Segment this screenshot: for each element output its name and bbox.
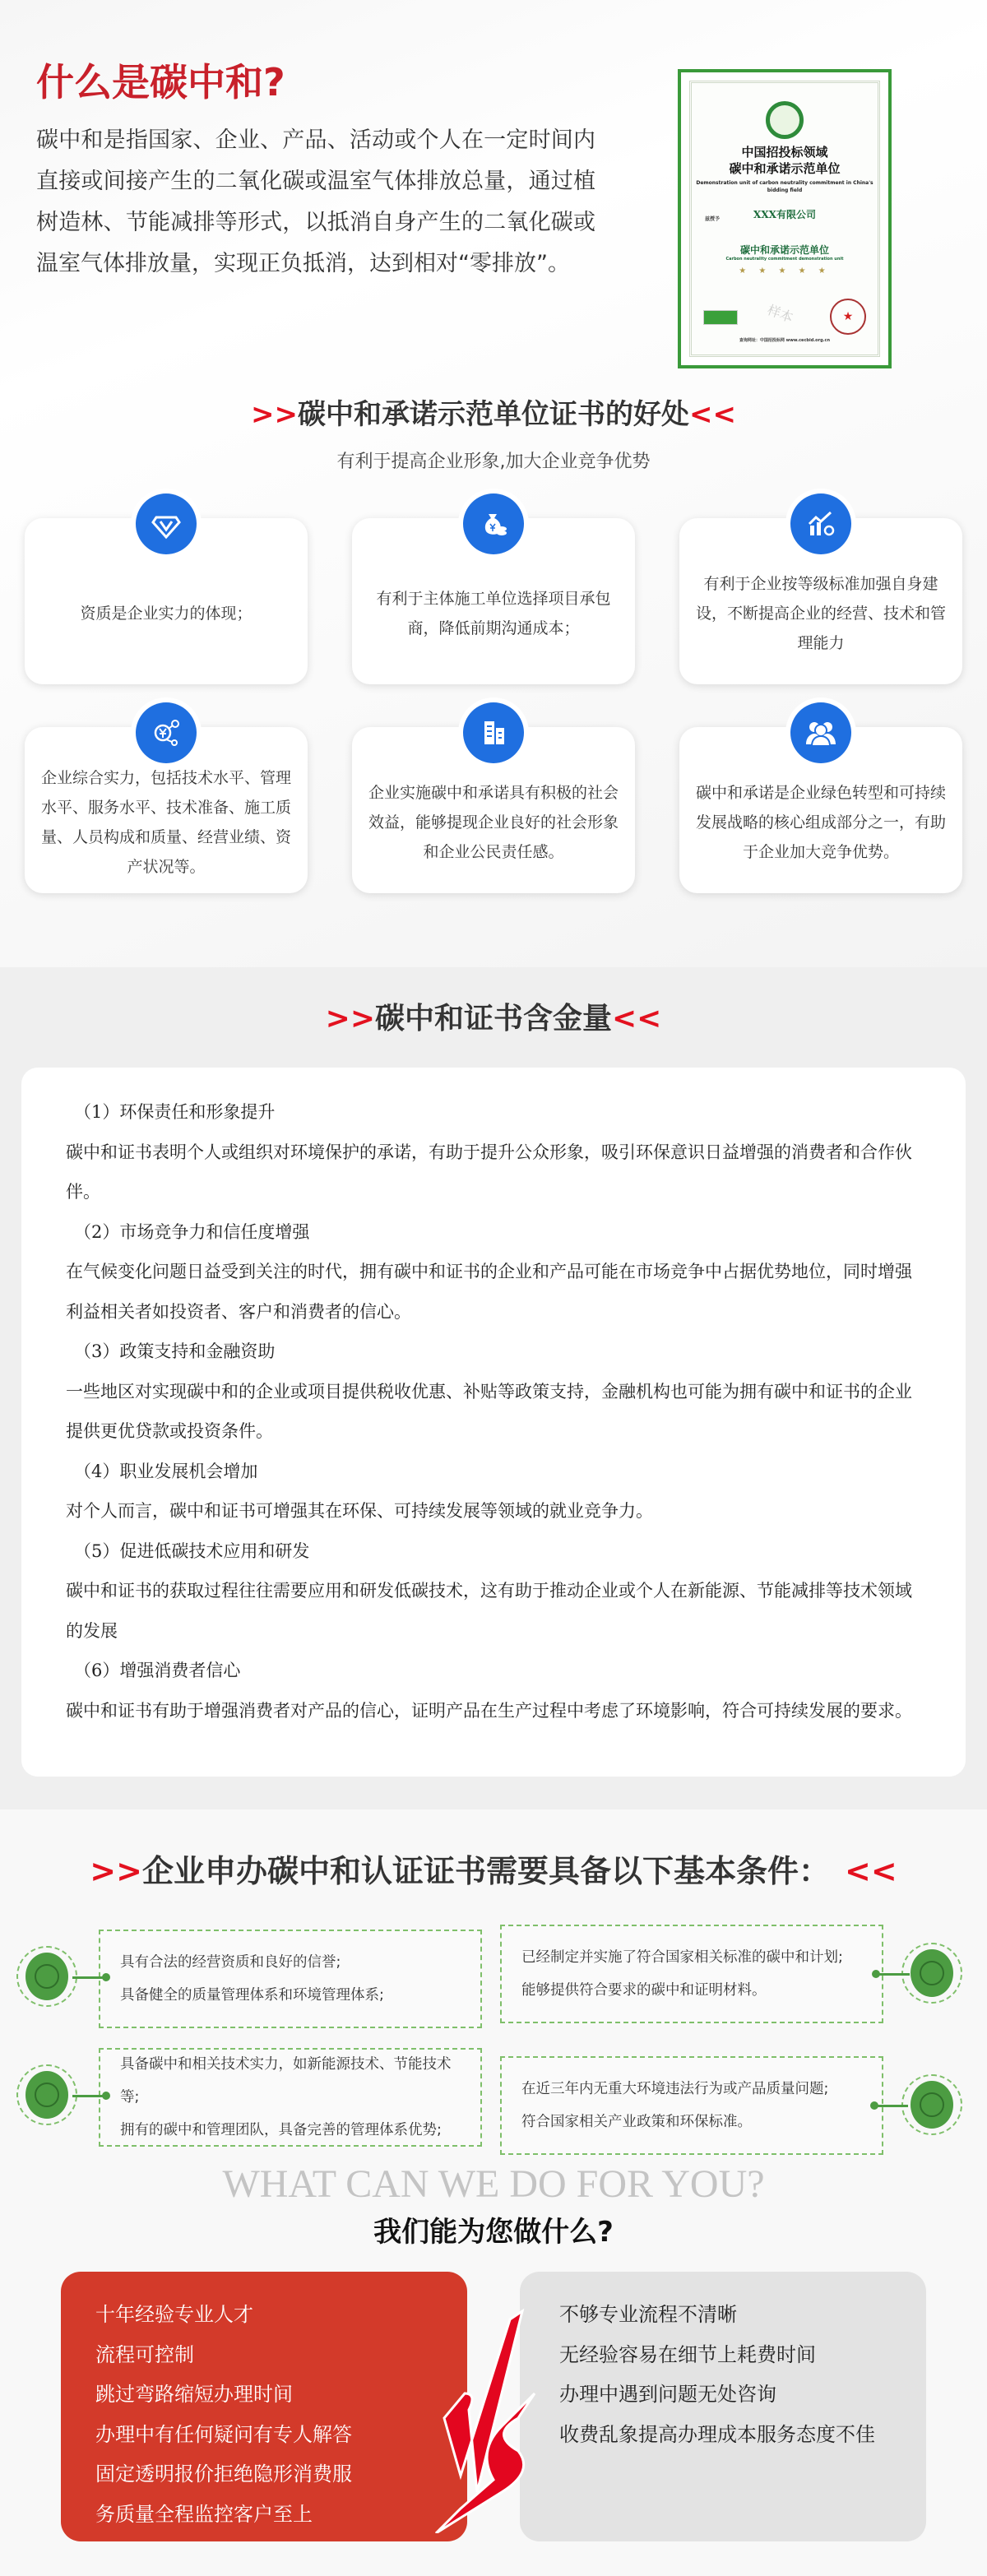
value-text: 对个人而言，碳中和证书可增强其在环保、可持续发展等领域的就业竞争力。 [66, 1501, 653, 1521]
cert-award: 碳中和承诺示范单位 [739, 244, 829, 256]
benefit-card: 企业实施碳中和承诺具有积极的社会效益，能够提现企业良好的社会形象和企业公民责任感。 [352, 727, 635, 893]
benefit-card: 资质是企业实力的体现； [25, 518, 308, 684]
value-heading: （6）增强消费者信心 [74, 1661, 241, 1680]
value-text: 在气候变化问题日益受到关注的时代，拥有碳中和证书的企业和产品可能在市场竞争中占据优势地位，同时增强利益相关者如投资者、客户和消费者的信心。 [66, 1262, 912, 1322]
condition-box: 已经制定并实施了符合国家相关标准的碳中和计划; 能够提供符合要求的碳中和证明材料。 [500, 1925, 883, 2023]
value-heading: （5）促进低碳技术应用和研发 [74, 1541, 310, 1561]
connector [72, 1976, 105, 1979]
value-text: 碳中和证书表明个人或组织对环境保护的承诺，有助于提升公众形象，吸引环保意识日益增强的消费者和合作伙伴。 [66, 1142, 912, 1202]
value-heading: （2）市场竞争力和信任度增强 [74, 1221, 310, 1242]
benefits-subtitle: 有利于提高企业形象,加大企业竞争优势 [336, 452, 651, 472]
benefit-card: 有利于主体施工单位选择项目承包商，降低前期沟通成本； [352, 518, 635, 684]
advantage-item: 务质量全程监控客户至上 [95, 2502, 313, 2526]
value-text: 一些地区对实现碳中和的企业或项目提供税收优惠、补贴等政策支持，金融机构也可能为拥有碳中和证书的企业提供更优贷款或投资条件。 [66, 1381, 912, 1441]
value-content [21, 1068, 966, 1777]
value-title: >>碳中和证书含金量<< [325, 1002, 662, 1035]
eco-badge-icon [901, 2074, 962, 2135]
cert-company: XXX有限公司 [753, 209, 816, 220]
cert-watermark: 样本 [765, 302, 795, 326]
value-text: 碳中和证书有助于增强消费者对产品的信心，证明产品在生产过程中考虑了环境影响，符合可持续发展的要求。 [66, 1700, 912, 1721]
benefit-card: 有利于企业按等级标准加强自身建设，不断提高企业的经营、技术和管理能力 [679, 518, 962, 684]
intro-title: 什么是碳中和? [36, 60, 285, 104]
intro-text: 碳中和是指国家、企业、产品、活动或个人在一定时间内直接或间接产生的二氧化碳或温室气体排放总量，通过植树造林、节能减排等形式，以抵消自身产生的二氧化碳或温室气体排放量，实现正负抵消，达到相对“零排放”。 [36, 127, 595, 276]
cert-query-url: 查询网址：中国招投标网 www.cecbid.org.cn [739, 338, 831, 343]
certificate-logo-icon [766, 101, 804, 139]
disadvantage-item: 办理中遇到问题无处咨询 [559, 2383, 776, 2406]
services-bg-title: WHAT CAN WE DO FOR YOU? [222, 2162, 765, 2206]
cert-title-2: 碳中和承诺示范单位 [729, 161, 841, 176]
cert-stars: ★ ★ ★ ★ ★ [739, 266, 831, 276]
cert-award-en: Carbon neutrality commitment demonstration unit [725, 257, 844, 262]
disadvantage-item: 不够专业流程不清晰 [559, 2303, 737, 2326]
cert-title-1: 中国招投标领域 [741, 145, 828, 160]
condition-box: 具有合法的经营资质和良好的信誉; 具备健全的质量管理体系和环境管理体系; [99, 1930, 482, 2028]
building-icon [463, 702, 524, 763]
advantage-item: 固定透明报价拒绝隐形消费服 [95, 2462, 352, 2486]
disadvantage-item: 无经验容易在细节上耗费时间 [559, 2342, 816, 2366]
certificate-image [678, 69, 892, 368]
connector [875, 2105, 908, 2107]
condition-box: 具备碳中和相关技术实力，如新能源技术、节能技术等; 拥有的碳中和管理团队，具备完善的管理体系优势; [99, 2048, 482, 2147]
condition-box: 在近三年内无重大环境违法行为或产品质量问题; 符合国家相关产业政策和环保标准。 [500, 2056, 883, 2155]
cert-grant-label: 兹授予 [705, 216, 721, 222]
value-heading: （1）环保责任和形象提升 [74, 1102, 276, 1122]
advantage-item: 办理中有任何疑问有专人解答 [95, 2422, 352, 2446]
others-disadvantages [520, 2272, 926, 2541]
connector [72, 2095, 105, 2097]
our-advantages [61, 2272, 467, 2541]
diamond-v-icon [136, 493, 197, 554]
advantage-item: 十年经验专业人才 [95, 2303, 253, 2326]
connector-dot [870, 2101, 878, 2110]
disadvantage-item: 收费乱象提高办理成本服务态度不佳 [559, 2422, 875, 2446]
benefit-card: 碳中和承诺是企业绿色转型和可持续发展战略的核心组成部分之一，有助于企业加大竞争优势。 [679, 727, 962, 893]
connector-dot [102, 1973, 110, 1981]
advantage-item: 流程可控制 [95, 2342, 194, 2366]
benefit-card: 企业综合实力，包括技术水平、管理水平、服务水平、技术准备、施工质量、人员构成和质量、经营业绩、资产状况等。 [25, 727, 308, 893]
benefits-title: >>碳中和承诺示范单位证书的好处<< [251, 398, 736, 431]
yen-network-icon [136, 702, 197, 763]
value-heading: （4）职业发展机会增加 [74, 1461, 258, 1481]
advantage-item: 跳过弯路缩短办理时间 [95, 2383, 293, 2406]
value-heading: （3）政策支持和金融资助 [74, 1341, 276, 1361]
cert-title-en: Demonstration unit of carbon neutrality commitment in China's bidding field [696, 180, 873, 193]
connector-dot [102, 2092, 110, 2100]
connector-dot [872, 1970, 880, 1978]
vs-icon [411, 2295, 551, 2533]
eco-badge-icon [901, 1943, 962, 2004]
services-title: 我们能为您做什么? [373, 2216, 614, 2249]
money-bag-icon [463, 493, 524, 554]
growth-chart-icon [790, 493, 851, 554]
value-text: 碳中和证书的获取过程往往需要应用和研发低碳技术，这有助于推动企业或个人在新能源、节能减排等技术领域的发展 [66, 1581, 912, 1641]
eco-badge-icon [16, 1946, 77, 2007]
users-icon [790, 702, 851, 763]
eco-badge-icon [16, 2064, 77, 2125]
cert-badge-icon [703, 310, 738, 325]
cert-seal-icon: ★ [830, 299, 866, 335]
connector [877, 1973, 910, 1976]
conditions-title: >>企业申办碳中和认证证书需要具备以下基本条件： << [90, 1853, 897, 1889]
